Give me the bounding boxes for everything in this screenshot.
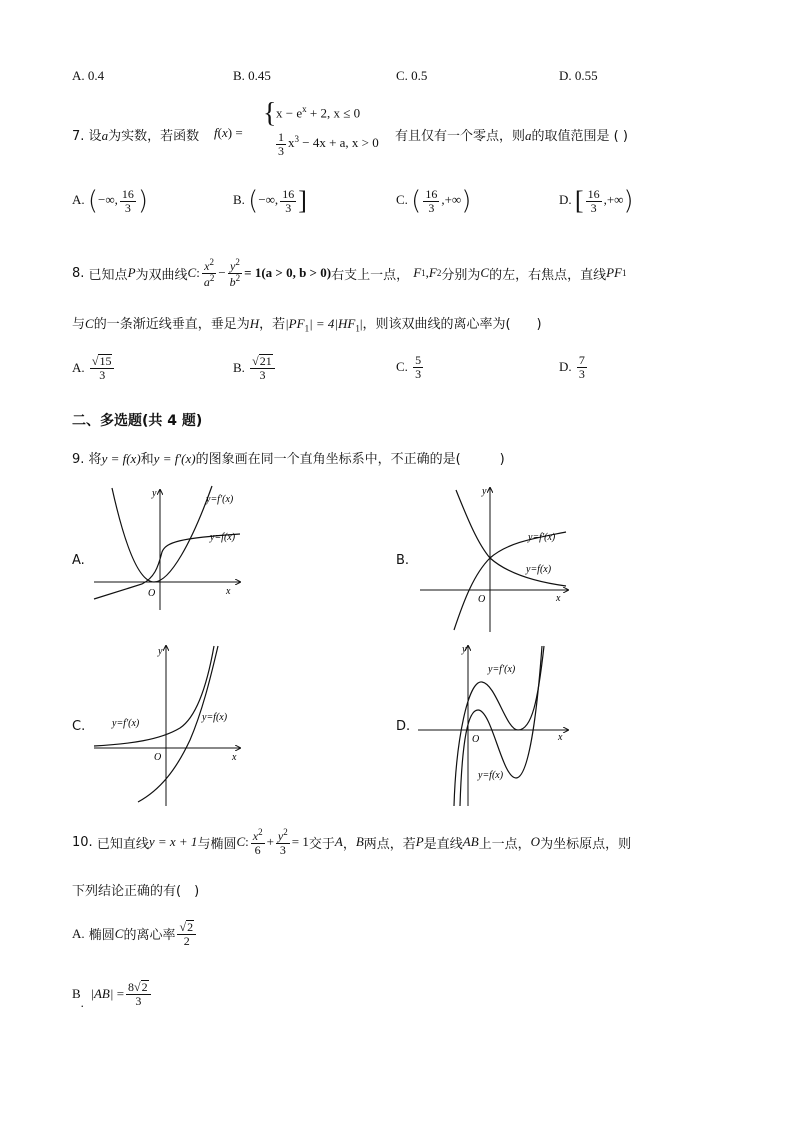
q8-frac-x: [202, 258, 217, 288]
q7-option-b-label: B.: [233, 191, 245, 207]
q10-point-a: A: [334, 834, 343, 850]
q7-option-a-num: 16: [121, 186, 134, 201]
q9-graph-b[interactable]: [416, 480, 576, 635]
q7-option-d-den: 3: [590, 200, 597, 215]
q10-option-b-sqrt: 2: [141, 980, 148, 994]
q9-expr2: y = f′(x): [153, 451, 196, 466]
q10-line1: [72, 828, 631, 856]
label-o: O: [478, 594, 486, 605]
q8-line2-d: ，则该双曲线的离心率为( ): [362, 317, 542, 332]
q7-case2-end: − 4x + a, x > 0: [299, 135, 379, 151]
q9-option-c-label[interactable]: C.: [72, 719, 86, 734]
q10-option-a-den: 2: [183, 933, 190, 948]
q10-comma: ，: [342, 836, 356, 852]
q10-frac-y: [276, 828, 290, 856]
q7-number: 7.: [72, 129, 85, 144]
q7-option-b-left: −∞,: [258, 191, 279, 207]
fprime-curve: [454, 532, 566, 630]
q7-option-c-label: C.: [396, 191, 408, 207]
q7-option-a-left: −∞,: [98, 191, 118, 207]
q8-text-e: 的左，右焦点，直线: [489, 267, 607, 283]
q10-point-b: B: [355, 834, 364, 850]
q8-f1: F: [413, 265, 422, 281]
q7-case1-tail: + 2, x ≤ 0: [306, 105, 361, 121]
q7-option-b-num: 16: [282, 186, 295, 201]
q10-option-a-c: C: [114, 925, 124, 941]
q7-func-name: f: [214, 125, 218, 140]
label-fprime: y=f′(x): [528, 532, 556, 543]
q10-plus: +: [266, 834, 274, 850]
label-f: y=f(x): [210, 532, 236, 543]
q10-option-b-abs: |AB|: [90, 985, 114, 1001]
q8-option-c-num: 5: [415, 353, 422, 367]
q8-f1-sub: 1: [421, 268, 426, 279]
q9-graph-c[interactable]: [90, 640, 250, 808]
q8-text-a: 已知点: [88, 267, 128, 283]
q8-line-pf-sub: 1: [621, 268, 627, 279]
q7-text-before: 设: [88, 129, 102, 144]
q9-stem: [72, 448, 505, 467]
q10-text-a: 已知直线: [96, 836, 149, 852]
q8-number: 8.: [72, 265, 85, 281]
q9-graph-a[interactable]: [90, 482, 250, 612]
q10-x: x: [252, 829, 259, 843]
q8-cond2-b: | = 4|HF: [309, 316, 356, 331]
q8-option-d-label: D.: [559, 359, 572, 375]
q7-option-a-label: A.: [72, 191, 85, 207]
q7-option-b-den: 3: [285, 200, 292, 215]
f-curve: [94, 534, 240, 599]
q8-b: b: [229, 274, 236, 289]
label-fprime: y=f′(x): [112, 718, 140, 729]
label-y: y: [158, 646, 163, 657]
q10-option-a-text: 椭圆: [88, 928, 115, 944]
q10-den1: 6: [254, 842, 261, 857]
q10-option-b-dot: .: [80, 994, 84, 1010]
q8-curve-c: C: [187, 265, 197, 281]
q8-point-h: H: [249, 316, 260, 331]
q8-cond2-sub2: 1: [355, 323, 360, 334]
q8-curve-c-2: C: [480, 265, 490, 281]
q9-text-a: 将: [88, 452, 102, 467]
q10-line-eq: y = x + 1: [148, 834, 198, 850]
q7-option-a-den: 3: [124, 200, 131, 215]
q10-y: y: [277, 829, 284, 843]
q8-option-a-den: 3: [99, 367, 106, 382]
q8-cond2-a: |PF: [285, 316, 305, 331]
q7-text-mid: 为实数，若函数: [108, 129, 200, 144]
q8-option-c-den: 3: [415, 366, 422, 381]
q10-text-e: 是直线: [423, 836, 463, 852]
q7-option-d[interactable]: D. [ $\frac{16}{3}$ ,+∞): [559, 186, 634, 216]
q10-option-b-coef: 8: [128, 980, 135, 994]
q8-curve-c-3: C: [85, 316, 94, 331]
q7-brace: {: [263, 98, 277, 129]
q6-option-d[interactable]: D. 0.55: [559, 68, 598, 83]
q7-option-c-right: ,+∞: [441, 191, 462, 207]
q6-option-a[interactable]: A. 0.4: [72, 68, 105, 83]
q7-option-b[interactable]: B. (−∞, $\frac{16}{3}$ ]: [233, 186, 307, 216]
q10-eq1: = 1: [291, 834, 309, 850]
q7-option-c-num: 16: [425, 186, 438, 201]
q10-c: C: [236, 834, 246, 850]
q10-den2: 3: [279, 842, 286, 857]
q8-f2-sub: 2: [436, 268, 442, 279]
q8-line1: 8. 已知点 P 为双曲线 C : $\frac{x^2}{a^2}$ − $\frac{y^2}{b^2}$ = 1 (a > 0, b > 0) 右支上一点， F 1 , F 2 分别为 C 的左，右焦点，直线 PF 1: [72, 257, 627, 289]
q8-cond2-sub1: 1: [304, 323, 310, 334]
q8-option-c[interactable]: [396, 354, 425, 380]
q7-func-lhs: f(x) =: [214, 125, 243, 140]
q6-option-b[interactable]: B. 0.45: [233, 68, 271, 83]
q7-stem: [72, 125, 199, 144]
q8-cond: (a > 0, b > 0): [261, 265, 332, 281]
q10-text-d: 两点，若: [363, 836, 416, 852]
q8-line2-c: ，若: [259, 317, 286, 332]
q8-text-d: 分别为: [441, 267, 481, 283]
label-x: x: [556, 593, 561, 604]
q7-text-end: 的取值范围是 ( ): [531, 129, 628, 144]
q7-option-d-right: ,+∞: [603, 191, 624, 207]
q8-option-d[interactable]: [559, 354, 589, 380]
label-o: O: [472, 734, 480, 745]
q8-frac-y: [228, 258, 243, 288]
q7-case2-sup: 3: [294, 133, 299, 144]
q10-option-b-eq: =: [116, 985, 125, 1001]
q8-text-b: 为双曲线: [135, 267, 188, 283]
q7-func-arg: x: [221, 125, 228, 140]
q9-graph-d[interactable]: [416, 640, 576, 808]
q8-b-sup: 2: [235, 272, 241, 283]
q10-text-b: 与椭圆: [197, 836, 237, 852]
q7-case2: [274, 131, 379, 157]
q7-var-a: a: [101, 128, 109, 143]
q10-option-b-den: 3: [135, 993, 142, 1008]
fprime-curve: [94, 646, 214, 746]
q10-line2: 下列结论正确的有( ): [72, 884, 200, 899]
q10-option-a-label: A.: [72, 925, 85, 941]
q7-option-d-num: 16: [587, 186, 600, 201]
q10-frac-x: [251, 828, 265, 856]
q7-case1: [276, 104, 360, 121]
q7-option-a[interactable]: A. (−∞, $\frac{16}{3}$ ): [72, 186, 149, 216]
q6-option-c[interactable]: C. 0.5: [396, 68, 428, 83]
q8-x: x: [204, 259, 210, 273]
label-o: O: [154, 752, 162, 763]
q10-number: 10.: [72, 834, 93, 850]
q8-point-p: P: [127, 265, 136, 281]
q7-option-c-den: 3: [428, 200, 435, 215]
label-fprime: y=f′(x): [206, 494, 234, 505]
q8-option-b-den: 3: [259, 367, 266, 382]
label-x: x: [226, 586, 231, 597]
q10-option-a[interactable]: A. 椭圆 C 的离心率 $\frac{√2}{2}$: [72, 920, 198, 947]
q7-stem-after: [395, 125, 628, 144]
q10-text-f: 上一点，: [478, 836, 531, 852]
label-fprime: y=f′(x): [488, 664, 516, 675]
q7-var-a-2: a: [525, 128, 532, 143]
q7-case1-main: x − e: [276, 105, 303, 121]
q7-case2-x: x: [288, 135, 295, 151]
q9-text-b: 和: [140, 452, 154, 467]
q8-a: a: [203, 274, 210, 289]
label-x: x: [558, 732, 563, 743]
q8-option-b[interactable]: B. $\frac{√21}{3}$: [233, 354, 277, 381]
label-f: y=f(x): [526, 564, 552, 575]
q8-text-c: 右支上一点，: [331, 267, 410, 283]
q8-option-d-num: 7: [578, 353, 585, 367]
label-x: x: [232, 752, 237, 763]
q10-option-b-label: B: [72, 985, 81, 1001]
q8-line2-a: 与: [72, 317, 86, 332]
q7-option-d-label: D.: [559, 191, 572, 207]
q7-eq: =: [235, 125, 243, 140]
q8-x-sup: 2: [209, 257, 214, 267]
q8-option-c-label: C.: [396, 359, 408, 375]
q10-option-b[interactable]: B . |AB| = $\frac{8√2}{3}$: [72, 980, 153, 1007]
q10-option-a-text2: 的离心率: [123, 928, 176, 944]
q7-option-c[interactable]: C. ( $\frac{16}{3}$ ,+∞): [396, 186, 472, 216]
q8-option-a-label: A.: [72, 359, 85, 375]
label-y: y: [152, 488, 157, 499]
label-f: y=f(x): [478, 770, 504, 781]
fprime-curve: [112, 486, 212, 582]
q8-f2: F: [428, 265, 437, 281]
label-y: y: [482, 486, 487, 497]
section-title: 二、多选题(共 4 题): [72, 413, 203, 429]
q8-cond2-c: |: [359, 316, 363, 331]
q7-case2-den: 3: [278, 143, 284, 158]
q8-option-a-sqrt: 15: [99, 354, 112, 368]
q10-y-sup: 2: [283, 827, 288, 837]
q7-case2-num: 1: [278, 130, 284, 144]
q9-text-c: 的图象画在同一个直角坐标系中，不正确的是( ): [195, 452, 505, 467]
label-f: y=f(x): [202, 712, 228, 723]
q8-minus: −: [218, 265, 226, 281]
label-y: y: [462, 644, 467, 655]
q10-colon: :: [245, 834, 249, 850]
q10-point-p: P: [415, 834, 424, 850]
q8-option-b-sqrt: 21: [259, 354, 272, 368]
q9-option-d-label[interactable]: D.: [396, 719, 411, 734]
q10-origin: O: [530, 834, 541, 850]
q9-option-b-label[interactable]: B.: [396, 553, 410, 568]
q8-y-sup: 2: [235, 257, 240, 267]
q9-number: 9.: [72, 452, 85, 467]
q10-x-sup: 2: [258, 827, 263, 837]
f-curve: [138, 646, 218, 802]
q9-expr1: y = f(x): [101, 451, 141, 466]
q8-y: y: [230, 259, 236, 273]
q8-option-b-label: B.: [233, 359, 245, 375]
q10-line-ab: AB: [462, 834, 479, 850]
q8-eq1: = 1: [244, 265, 262, 281]
q8-line-pf: PF: [606, 265, 622, 281]
q8-option-a[interactable]: A. $\frac{√15}{3}$: [72, 354, 116, 381]
q8-line2-b: 的一条渐近线垂直，垂足为: [93, 317, 250, 332]
q8-option-d-den: 3: [578, 366, 585, 381]
q10-text-g: 为坐标原点，则: [540, 836, 632, 852]
q8-a-sup: 2: [209, 272, 215, 283]
q10-text-c: 交于: [308, 836, 335, 852]
label-o: O: [148, 588, 156, 599]
q10-option-a-sqrt: 2: [187, 920, 194, 934]
q7-case1-sup: x: [302, 104, 307, 114]
q7-text-after: 有且仅有一个零点，则: [395, 129, 526, 144]
q9-option-a-label[interactable]: A.: [72, 553, 85, 568]
q8-line2: [72, 313, 542, 334]
q8-colon: :: [196, 265, 200, 281]
